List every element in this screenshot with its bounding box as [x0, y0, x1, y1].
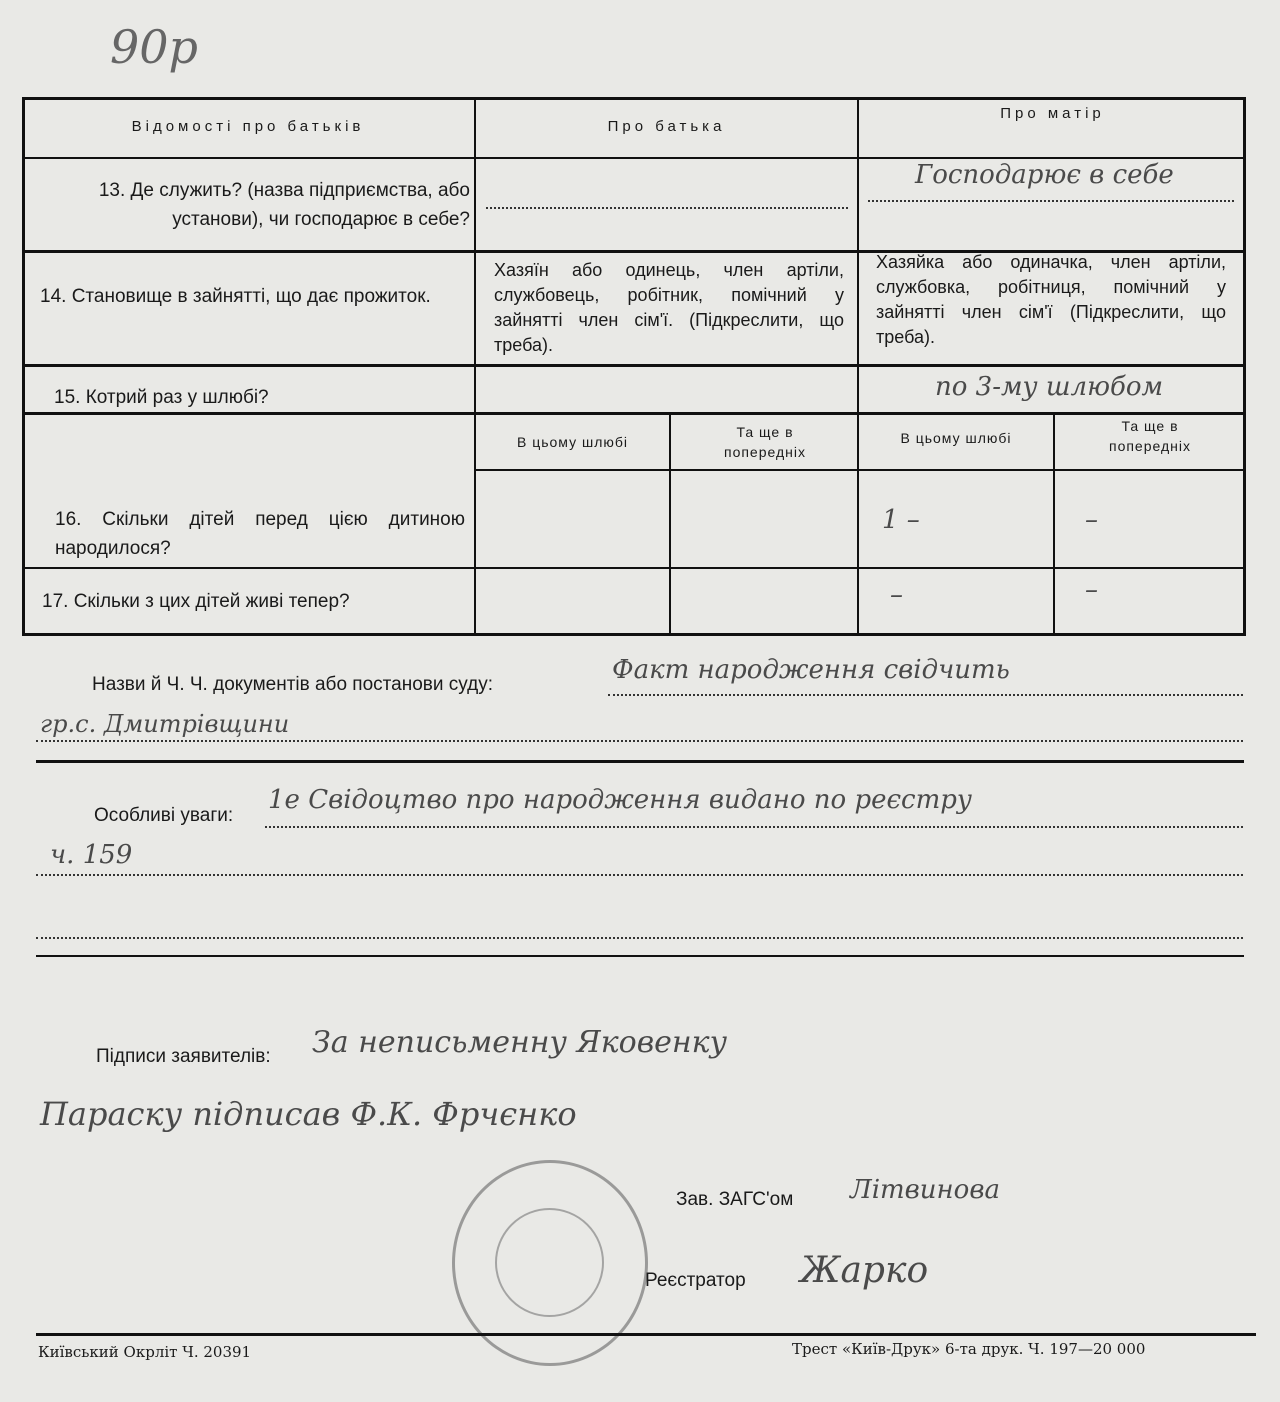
subheader-father-previous: Та ще в попередніх: [723, 424, 806, 460]
signatures-label: Підписи заявителів:: [96, 1046, 271, 1067]
documents-value-1[interactable]: Факт народження свідчить: [612, 655, 1010, 685]
row17-mother-this[interactable]: –: [890, 580, 903, 610]
notes-value-2[interactable]: ч. 159: [50, 840, 133, 870]
documents-label: Назви й Ч. Ч. документів або постанови суду:: [92, 674, 493, 695]
footer-left: Київський Окрліт Ч. 20391: [38, 1343, 252, 1361]
header-father: Про батька: [607, 118, 726, 135]
row13-mother-value[interactable]: Господарює в себе: [915, 160, 1174, 190]
signatures-value-1[interactable]: За неписьменну Яковенку: [312, 1025, 727, 1060]
zags-signature: Літвинова: [850, 1175, 1000, 1205]
zags-label: Зав. ЗАГС'ом: [676, 1189, 794, 1210]
subheader-mother-previous: Та ще в попередніх: [1108, 418, 1191, 454]
row16-label: 16. Скільки дітей перед цією дитиною народилося?: [55, 509, 465, 559]
footer-right: Трест «Київ-Друк» 6-та друк. Ч. 197—20 000: [792, 1340, 1146, 1358]
registrar-label: Реєстратор: [645, 1270, 746, 1291]
row14-mother-options: Хазяйка або одиначка, член артіли, службовка, робітниця, помічний у зайнятті член сім'ї (Підкреслити, що треба).: [876, 252, 1226, 347]
subheader-father-this: В цьому шлюбі: [516, 434, 629, 450]
row14-father-options: Хазяїн або одинець, член артіли, службовець, робітник, помічний у зайнятті член сім'ї. (Підкреслити, що треба).: [494, 260, 844, 355]
divider: [36, 760, 1244, 763]
header-parents-info: Відомості про батьків: [131, 118, 365, 135]
documents-value-2[interactable]: гр.с. Дмитрівщини: [40, 710, 290, 738]
header-mother: Про матір: [1000, 105, 1105, 122]
footer-divider: [36, 1333, 1256, 1336]
row17-label: 17. Скільки з цих дітей живі тепер?: [42, 591, 350, 612]
row15-mother-value[interactable]: по 3-му шлюбом: [935, 372, 1164, 402]
row17-mother-previous[interactable]: –: [1085, 575, 1098, 605]
row15-label: 15. Котрий раз у шлюбі?: [54, 387, 269, 408]
notes-value-1[interactable]: 1е Свідоцтво про народження видано по реєстру: [268, 785, 972, 815]
row14-label: 14. Становище в зайнятті, що дає прожиток.: [40, 286, 431, 307]
registrar-signature: Жарко: [800, 1250, 929, 1291]
divider: [36, 955, 1244, 957]
subheader-mother-this: В цьому шлюбі: [900, 430, 1012, 446]
corner-note: 90р: [110, 20, 198, 74]
row16-mother-this[interactable]: 1 –: [882, 505, 920, 535]
row13-label: 13. Де служить? (назва підприємства, або установи), чи господарює в себе?: [98, 180, 470, 230]
signatures-value-2[interactable]: Параску підписав Ф.К. Фрчєнко: [40, 1095, 577, 1133]
row16-mother-previous[interactable]: –: [1085, 505, 1098, 535]
notes-label: Особливі уваги:: [94, 805, 234, 826]
